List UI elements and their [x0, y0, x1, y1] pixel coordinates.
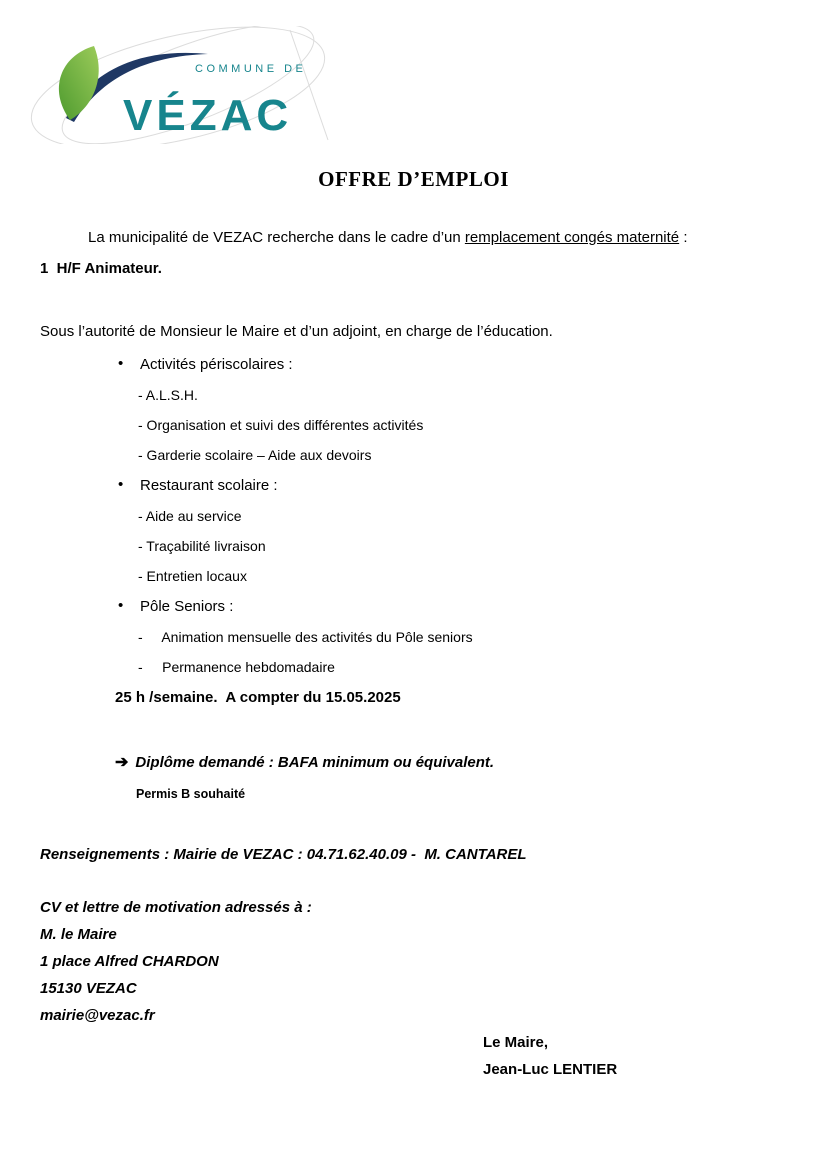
section-heading: Restaurant scolaire : — [140, 477, 278, 494]
application-city: 15130 VEZAC — [40, 980, 137, 997]
section-item: - Animation mensuelle des activités du Pôle seniors — [138, 629, 473, 645]
logo-vezac-wordmark: VÉZAC — [123, 91, 293, 140]
bullet-icon: • — [118, 597, 124, 614]
bullet-icon: • — [118, 355, 124, 372]
application-addressee: M. le Maire — [40, 926, 117, 943]
signature-role: Le Maire, — [483, 1034, 549, 1051]
section-item: - Garderie scolaire – Aide aux devoirs — [138, 447, 372, 463]
section-item: - Traçabilité livraison — [138, 538, 266, 554]
section-item: - Organisation et suivi des différentes activités — [138, 417, 424, 433]
section-heading-row — [40, 597, 787, 616]
contact-line: Renseignements : Mairie de VEZAC : 04.71.62.40.09 - M. CANTAREL — [40, 846, 527, 863]
logo-graphic — [28, 26, 358, 144]
application-street: 1 place Alfred CHARDON — [40, 953, 219, 970]
application-intro: CV et lettre de motivation adressés à : — [40, 899, 312, 916]
page-title: OFFRE D’EMPLOI — [318, 167, 509, 191]
signature-block — [483, 1033, 787, 1079]
section-item: - Permanence hebdomadaire — [138, 659, 335, 675]
duties-list — [40, 355, 787, 707]
intro-paragraph — [88, 228, 787, 247]
section-item: - Aide au service — [138, 508, 242, 524]
intro-underlined-phrase: remplacement congés maternité — [464, 229, 680, 246]
intro-text-before: La municipalité de VEZAC recherche dans le cadre d’un — [88, 229, 465, 246]
section-item: - A.L.S.H. — [138, 387, 198, 403]
section-heading-row — [40, 355, 787, 374]
section-heading: Activités périscolaires : — [140, 356, 293, 373]
diploma-line — [40, 753, 787, 772]
section-heading-row — [40, 476, 787, 495]
diploma-text: Diplôme demandé : BAFA minimum ou équivalent. — [135, 754, 495, 771]
permit-line: Permis B souhaité — [136, 787, 246, 801]
application-email: mairie@vezac.fr — [40, 1007, 155, 1024]
section-item: - Entretien locaux — [138, 568, 247, 584]
bullet-icon: • — [118, 476, 124, 493]
document-body — [0, 228, 827, 1079]
section-heading: Pôle Seniors : — [140, 598, 234, 615]
commune-vezac-logo — [28, 26, 358, 144]
intro-text-after: : — [679, 229, 688, 246]
schedule-line: 25 h /semaine. A compter du 15.05.2025 — [115, 689, 401, 706]
authority-line: Sous l’autorité de Monsieur le Maire et d’un adjoint, en charge de l’éducation. — [40, 323, 553, 340]
leaf-icon — [59, 46, 99, 120]
logo-commune-de-text: COMMUNE DE — [195, 63, 307, 75]
application-block — [40, 898, 787, 1025]
arrow-icon: ➔ — [115, 754, 129, 771]
position-line: 1 H/F Animateur. — [40, 260, 162, 277]
signature-name: Jean-Luc LENTIER — [483, 1061, 618, 1078]
